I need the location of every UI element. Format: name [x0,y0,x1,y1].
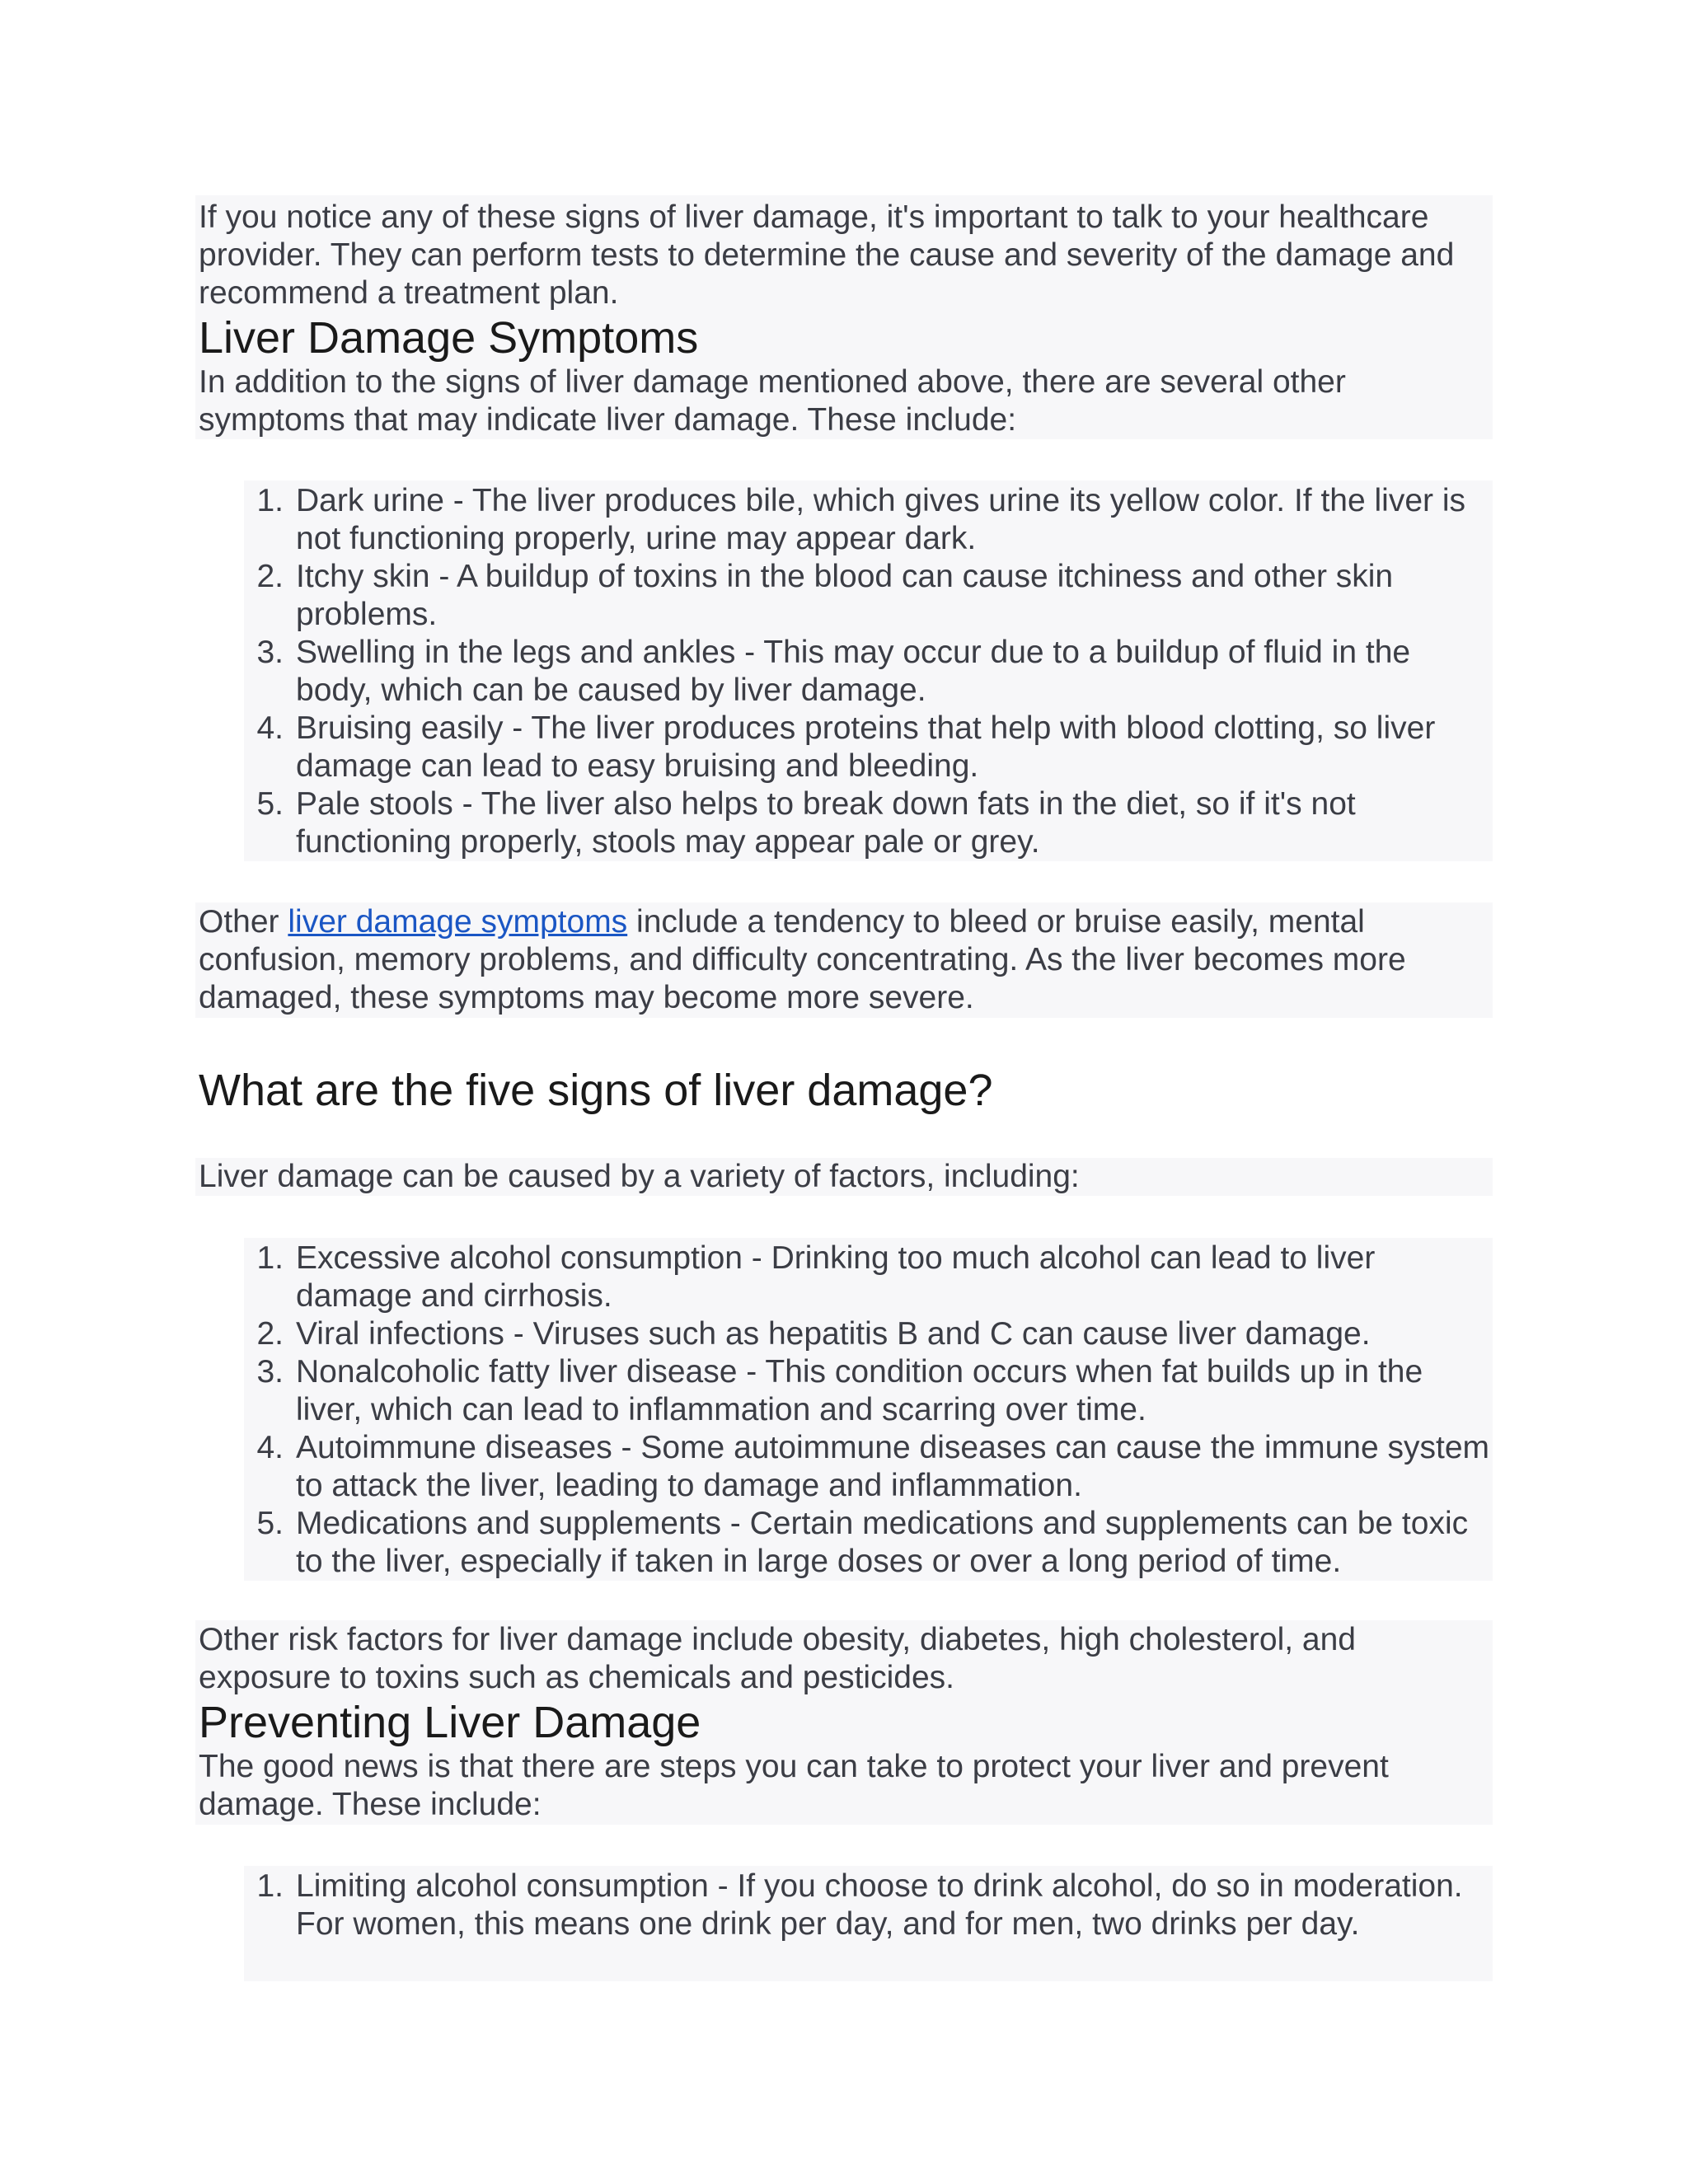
list-item [242,1505,1493,1581]
intro-paragraph: If you notice any of these signs of liver damage, it's important to talk to your healthcare provider. They can perform tests to determine the cause and severity of the damage and recommend a treatment plan. [199,199,1455,311]
symptoms-list-block [244,480,1493,861]
other-symptoms-paragraph [199,902,1493,1017]
prevention-heading: Preventing Liver Damage [199,1698,701,1747]
list-item [242,1868,1493,1943]
list-item [242,785,1493,861]
list-item-text: Itchy skin - A buildup of toxins in the blood can cause itchiness and other skin problems. [296,559,1394,632]
list-item-number: 1. [256,483,284,518]
causes-list [242,1238,1493,1581]
list-item-text: Bruising easily - The liver produces proteins that help with blood clotting, so liver damage can lead to easy bruising and bleeding. [296,710,1436,784]
list-item-text: Autoimmune diseases - Some autoimmune diseases can cause the immune system to attack the liver, leading to damage and inflammation. [296,1430,1490,1503]
list-item [242,1315,1493,1353]
causes-intro-block [195,1158,1493,1196]
causes-intro: Liver damage can be caused by a variety of factors, including: [199,1159,1080,1194]
symptoms-list [242,480,1493,861]
list-item-number: 1. [256,1868,284,1904]
list-item-number: 2. [256,559,284,594]
list-item-number: 5. [256,786,284,822]
list-item [242,1429,1493,1505]
other-symptoms-block [195,902,1493,1018]
list-item [242,1240,1493,1315]
list-item [242,482,1493,558]
list-item-number: 4. [256,710,284,746]
list-item [242,634,1493,710]
liver-damage-symptoms-link[interactable]: liver damage symptoms [288,904,628,940]
list-item-number: 3. [256,635,284,670]
risk-factors-paragraph: Other risk factors for liver damage include obesity, diabetes, high cholesterol, and exposure to toxins such as chemicals and pesticides. [199,1622,1356,1695]
list-item-text: Swelling in the legs and ankles - This may occur due to a buildup of fluid in the body, which can be caused by liver damage. [296,635,1411,708]
list-item-text: Limiting alcohol consumption - If you choose to drink alcohol, do so in moderation. For women, this means one drink per day, and for men, two drinks per day. [296,1868,1463,1942]
symptoms-heading: Liver Damage Symptoms [199,313,699,363]
list-item [242,1353,1493,1429]
list-item-text: Viral infections - Viruses such as hepatitis B and C can cause liver damage. [296,1316,1371,1352]
list-item [242,558,1493,634]
other-symptoms-suffix: include a tendency to bleed or bruise easily, mental confusion, memory problems, and difficulty concentrating. As the liver becomes more damaged, these symptoms may become more severe. [199,904,1406,1015]
symptoms-intro: In addition to the signs of liver damage mentioned above, there are several other symptoms that may indicate liver damage. These include: [199,364,1346,438]
list-item-text: Nonalcoholic fatty liver disease - This condition occurs when fat builds up in the liver, which can lead to inflammation and scarring over time. [296,1354,1423,1427]
list-item-number: 1. [256,1240,284,1276]
list-item-number: 4. [256,1430,284,1465]
list-item-text: Dark urine - The liver produces bile, which gives urine its yellow color. If the liver is not functioning properly, urine may appear dark. [296,483,1466,556]
prevention-intro-block [195,1620,1493,1825]
prevention-list [242,1866,1493,1943]
list-item-number: 5. [256,1506,284,1541]
prevention-intro: The good news is that there are steps you can take to protect your liver and prevent damage. These include: [199,1749,1389,1822]
list-item [242,710,1493,785]
list-item-text: Excessive alcohol consumption - Drinking too much alcohol can lead to liver damage and cirrhosis. [296,1240,1376,1314]
causes-list-block [244,1238,1493,1581]
five-signs-heading: What are the five signs of liver damage? [199,1066,993,1115]
intro-block [195,195,1493,439]
prevention-list-block [244,1866,1493,1981]
other-symptoms-prefix: Other [199,904,288,940]
list-item-number: 2. [256,1316,284,1352]
list-item-number: 3. [256,1354,284,1390]
list-item-text: Pale stools - The liver also helps to break down fats in the diet, so if it's not functioning properly, stools may appear pale or grey. [296,786,1356,860]
list-item-text: Medications and supplements - Certain medications and supplements can be toxic to the liver, especially if taken in large doses or over a long period of time. [296,1506,1469,1579]
